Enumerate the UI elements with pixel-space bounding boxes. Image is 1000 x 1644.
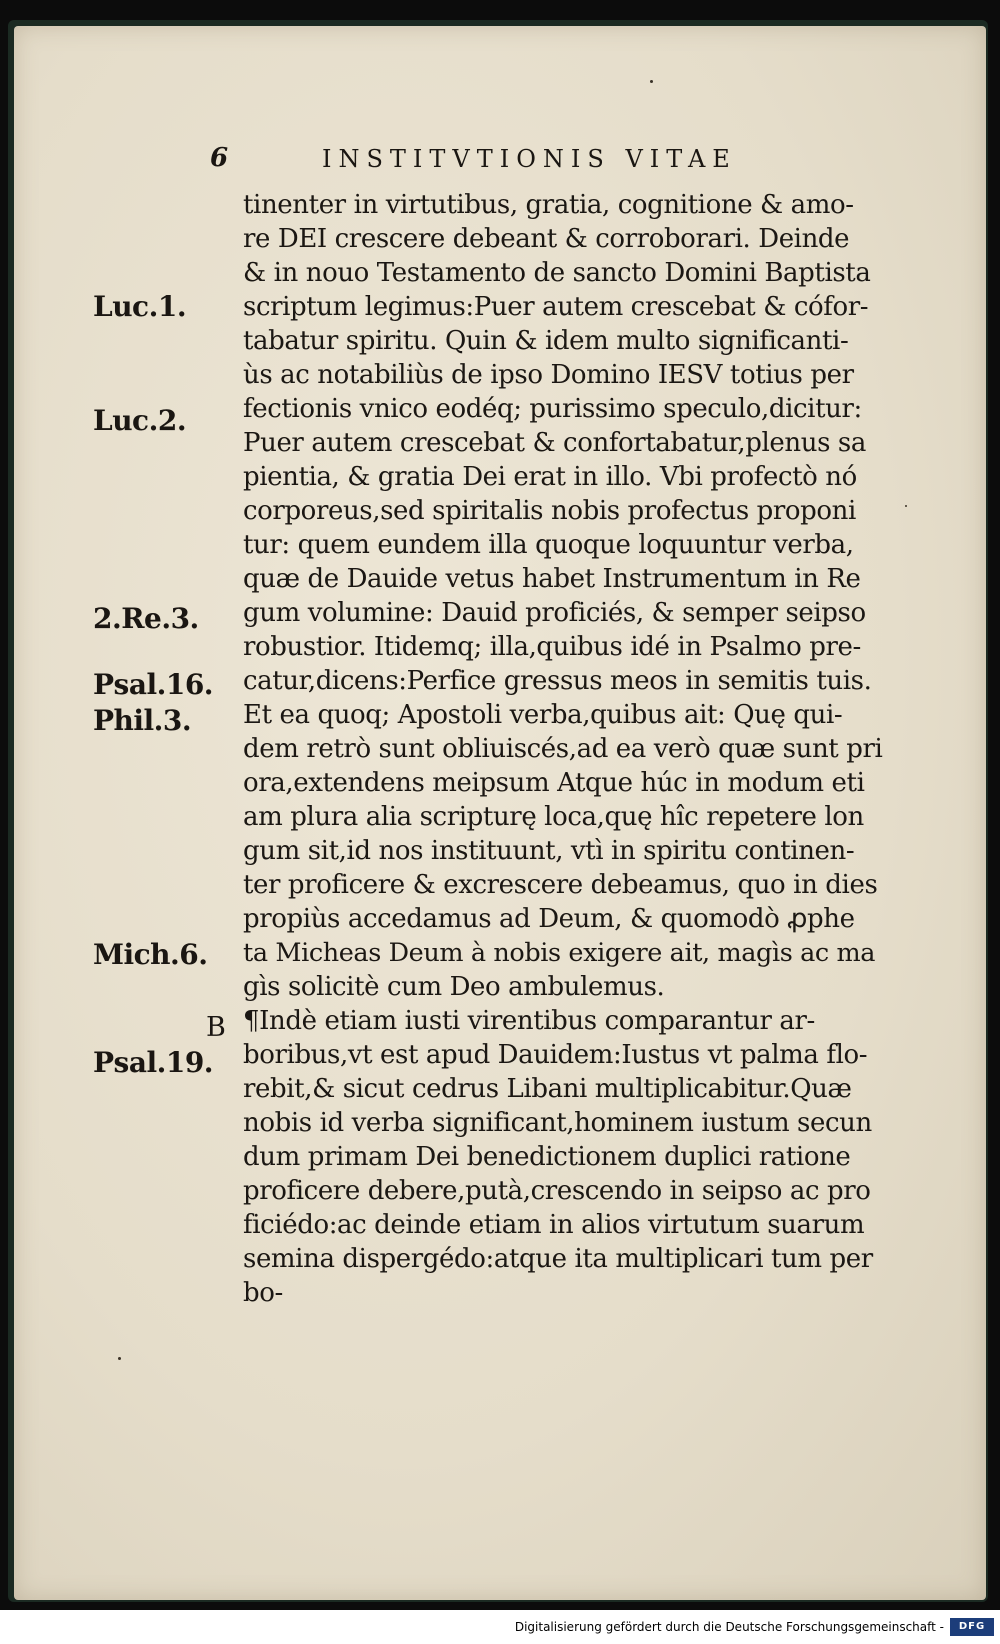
margin-reference: Mich.6. (93, 938, 208, 971)
text-line: rebit,& sicut cedrus Libani multiplicabitur.Quæ (243, 1074, 852, 1104)
section-letter: B (206, 1012, 226, 1043)
text-line: ficiédo:ac deinde etiam in alios virtutum suarum (243, 1210, 865, 1240)
text-line: propiùs accedamus ad Deum, & quomodò ꝓphe (243, 904, 855, 934)
text-line: gìs solicitè cum Deo ambulemus. (243, 972, 665, 1002)
text-line: dem retrò sunt obliuiscés,ad ea verò quæ sunt pri (243, 734, 883, 764)
text-line: corporeus,sed spiritalis nobis profectus proponi (243, 496, 856, 526)
text-line: Puer autem crescebat & confortabatur,plenus sa (243, 428, 866, 458)
text-line: pientia, & gratia Dei erat in illo. Vbi profectò nó (243, 462, 857, 492)
margin-reference: Luc.2. (93, 404, 187, 437)
text-line: gum sit,id nos instituunt, vtì in spiritu continen- (243, 836, 855, 866)
text-line: dum primam Dei benedictionem duplici ratione (243, 1142, 851, 1172)
text-line: ora,extendens meipsum Atque húc in modum eti (243, 768, 865, 798)
margin-reference: 2.Re.3. (93, 602, 199, 635)
text-line: proficere debere,putà,crescendo in seipso ac pro (243, 1176, 871, 1206)
running-head (210, 143, 850, 183)
text-line: robustior. Itidemq; illa,quibus idé in Psalmo pre- (243, 632, 861, 662)
ink-speck (905, 505, 907, 507)
text-line: fectionis vnico eodéq; purissimo speculo,dicitur: (243, 394, 862, 424)
margin-reference: Phil.3. (93, 704, 192, 737)
text-line: ta Micheas Deum à nobis exigere ait, magìs ac ma (243, 938, 876, 968)
text-line: & in nouo Testamento de sancto Domini Baptista (243, 258, 871, 288)
text-line: Et ea quoq; Apostoli verba,quibus ait: Quę qui- (243, 700, 843, 730)
text-line: ùs ac notabiliùs de ipso Domino IESV totius per (243, 360, 854, 390)
running-title: INSTITVTIONIS VITAE (322, 145, 737, 173)
text-line: bo- (243, 1278, 283, 1308)
text-line: tinenter in virtutibus, gratia, cognitione & amo- (243, 190, 854, 220)
text-line: semina dispergédo:atque ita multiplicari tum per (243, 1244, 873, 1274)
text-line: nobis id verba significant,hominem iustum secun (243, 1108, 872, 1138)
dfg-logo: DFG (950, 1618, 994, 1636)
page-number: 6 (210, 143, 229, 173)
text-line: catur,dicens:Perfice gressus meos in semitis tuis. (243, 666, 872, 696)
text-line: ¶Indè etiam iusti virentibus comparantur ar- (243, 1006, 815, 1036)
text-line: tabatur spiritu. Quin & idem multo significanti- (243, 326, 849, 356)
footer-credit: Digitalisierung gefördert durch die Deutsche Forschungsgemeinschaft - (514, 1620, 944, 1634)
text-line: ter proficere & excrescere debeamus, quo in dies (243, 870, 878, 900)
digitization-footer (0, 1610, 1000, 1644)
text-line: boribus,vt est apud Dauidem:Iustus vt palma flo- (243, 1040, 868, 1070)
text-line: am plura alia scripturę loca,quę hîc repetere lon (243, 802, 864, 832)
text-line: scriptum legimus:Puer autem crescebat & cófor- (243, 292, 869, 322)
margin-reference: Luc.1. (93, 290, 187, 323)
margin-reference: Psal.16. (93, 668, 214, 701)
ink-speck (118, 1357, 121, 1360)
text-line: quæ de Dauide vetus habet Instrumentum in Re (243, 564, 861, 594)
text-line: re DEI crescere debeant & corroborari. Deinde (243, 224, 850, 254)
text-line: gum volumine: Dauid proficiés, & semper seipso (243, 598, 866, 628)
main-text-block (243, 188, 883, 1310)
margin-reference: Psal.19. (93, 1046, 214, 1079)
ink-speck (650, 80, 653, 83)
text-line: tur: quem eundem illa quoque loquuntur verba, (243, 530, 854, 560)
